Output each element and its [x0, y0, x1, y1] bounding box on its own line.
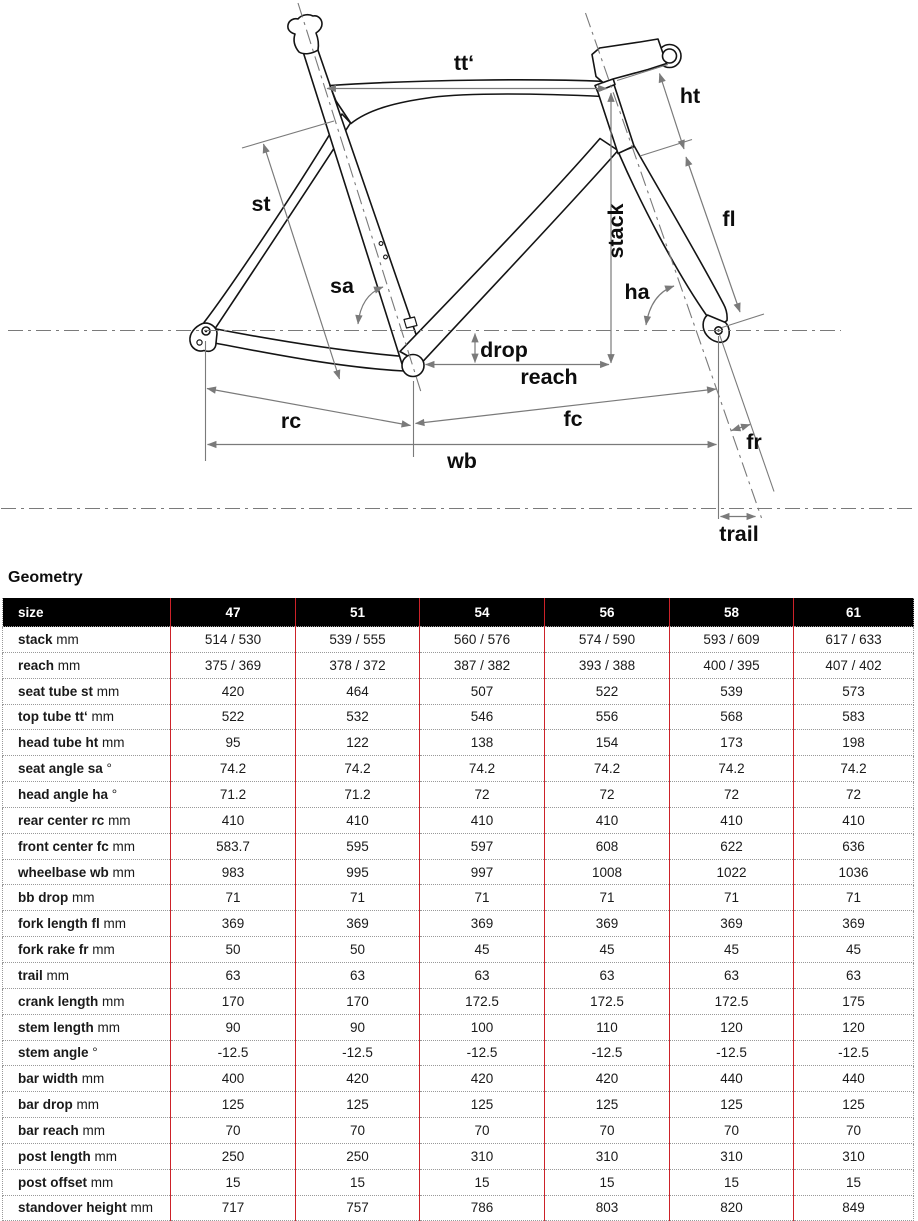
value-cell: 595	[296, 833, 420, 859]
row-name: standover height	[18, 1200, 127, 1216]
value-cell: 997	[420, 859, 545, 885]
row-name: head tube ht	[18, 735, 99, 751]
label-wheelbase: wb	[447, 449, 477, 473]
row-unit: mm	[88, 942, 115, 958]
value-cell: 74.2	[545, 756, 670, 782]
row-label	[3, 1066, 171, 1092]
value-cell: 369	[296, 911, 420, 937]
value-cell: 198	[794, 730, 914, 756]
table-row	[3, 1066, 914, 1092]
value-cell: 95	[171, 730, 296, 756]
value-cell: 560 / 576	[420, 627, 545, 653]
value-cell: 110	[545, 1014, 670, 1040]
value-cell: 71	[670, 885, 794, 911]
value-cell: 608	[545, 833, 670, 859]
table-row	[3, 627, 914, 653]
value-cell: 583	[794, 704, 914, 730]
row-name: fork rake fr	[18, 942, 89, 958]
row-unit: mm	[42, 967, 70, 983]
value-cell: 539 / 555	[296, 627, 420, 653]
value-cell: 72	[794, 782, 914, 808]
value-cell: 250	[296, 1143, 420, 1169]
value-cell: 70	[171, 1118, 296, 1144]
value-cell: 71.2	[171, 782, 296, 808]
label-front-center: fc	[563, 407, 583, 431]
row-unit: mm	[72, 1097, 100, 1113]
table-row	[3, 988, 914, 1014]
table-row	[3, 885, 914, 911]
bottom-bracket	[402, 355, 424, 377]
row-label	[3, 859, 171, 885]
row-name: post length	[18, 1148, 91, 1164]
value-cell: 125	[171, 1092, 296, 1118]
value-cell: 100	[420, 1014, 545, 1040]
row-label	[3, 937, 171, 963]
row-label	[3, 1195, 171, 1221]
extension-lines	[206, 65, 775, 520]
value-cell: 74.2	[794, 756, 914, 782]
row-label	[3, 782, 171, 808]
table-row	[3, 1040, 914, 1066]
table-row	[3, 1092, 914, 1118]
size-header-cell: size	[3, 598, 171, 627]
value-cell: -12.5	[794, 1040, 914, 1066]
value-cell: 70	[794, 1118, 914, 1144]
value-cell: 71	[420, 885, 545, 911]
row-name: seat tube st	[18, 683, 94, 699]
label-fork-rake: fr	[746, 430, 762, 454]
value-cell: 574 / 590	[545, 627, 670, 653]
row-unit: mm	[126, 1200, 154, 1216]
value-cell: 72	[670, 782, 794, 808]
handlebar-clamp-inner	[663, 49, 677, 63]
value-cell: 172.5	[670, 988, 794, 1014]
value-cell: 622	[670, 833, 794, 859]
dim-rear-center	[207, 389, 411, 426]
value-cell: 1036	[794, 859, 914, 885]
value-cell: 90	[171, 1014, 296, 1040]
value-cell: 420	[296, 1066, 420, 1092]
row-name: trail	[18, 967, 43, 983]
value-cell: 70	[670, 1118, 794, 1144]
value-cell: 70	[420, 1118, 545, 1144]
value-cell: 173	[670, 730, 794, 756]
row-unit: mm	[68, 890, 95, 906]
value-cell: 50	[296, 937, 420, 963]
row-label	[3, 678, 171, 704]
value-cell: 72	[420, 782, 545, 808]
row-unit: mm	[87, 709, 114, 725]
value-cell: 45	[670, 937, 794, 963]
row-unit: °	[88, 1045, 98, 1061]
down-tube	[400, 139, 618, 364]
row-unit: mm	[52, 631, 79, 647]
value-cell: -12.5	[670, 1040, 794, 1066]
value-cell: 125	[794, 1092, 914, 1118]
bottle-boss-2	[384, 255, 388, 259]
value-cell: 393 / 388	[545, 652, 670, 678]
table-header	[3, 598, 914, 627]
row-unit: mm	[78, 1071, 105, 1087]
value-cell: 440	[670, 1066, 794, 1092]
value-cell: 45	[545, 937, 670, 963]
row-unit: mm	[93, 1019, 121, 1035]
value-cell: 50	[171, 937, 296, 963]
row-label	[3, 756, 171, 782]
row-unit: mm	[99, 916, 126, 932]
value-cell: 410	[171, 807, 296, 833]
value-cell: 410	[670, 807, 794, 833]
value-cell: 593 / 609	[670, 627, 794, 653]
value-cell: 514 / 530	[171, 627, 296, 653]
value-cell: 74.2	[670, 756, 794, 782]
st-top-tick	[242, 121, 334, 148]
label-rear-center: rc	[280, 409, 302, 433]
value-cell: 507	[420, 678, 545, 704]
row-label	[3, 833, 171, 859]
value-cell: 15	[794, 1169, 914, 1195]
value-cell: 983	[171, 859, 296, 885]
row-name: fork length fl	[18, 916, 100, 932]
rake-parallel-line	[720, 335, 775, 492]
value-cell: 375 / 369	[171, 652, 296, 678]
seat-stay	[204, 114, 351, 334]
row-label	[3, 988, 171, 1014]
row-name: bar reach	[18, 1122, 79, 1138]
value-cell: 15	[420, 1169, 545, 1195]
value-cell: 597	[420, 833, 545, 859]
row-name: seat angle sa	[18, 761, 103, 777]
row-label	[3, 730, 171, 756]
value-cell: 369	[794, 911, 914, 937]
table-row	[3, 704, 914, 730]
value-cell: 72	[545, 782, 670, 808]
value-cell: 170	[296, 988, 420, 1014]
value-cell: 617 / 633	[794, 627, 914, 653]
row-name: bar width	[18, 1071, 78, 1087]
row-name: wheelbase wb	[18, 864, 109, 880]
table-row	[3, 937, 914, 963]
table-row	[3, 730, 914, 756]
value-cell: 138	[420, 730, 545, 756]
geometry-table	[2, 598, 914, 1221]
front-derailleur-tab	[404, 317, 417, 328]
row-unit: mm	[108, 864, 136, 880]
value-cell: 15	[670, 1169, 794, 1195]
value-cell: 369	[545, 911, 670, 937]
value-cell: 71	[545, 885, 670, 911]
value-cell: 407 / 402	[794, 652, 914, 678]
value-cell: 786	[420, 1195, 545, 1221]
row-label	[3, 627, 171, 653]
row-unit: °	[108, 786, 118, 802]
value-cell: 410	[545, 807, 670, 833]
value-cell: 556	[545, 704, 670, 730]
row-unit: mm	[78, 1122, 106, 1138]
value-cell: -12.5	[296, 1040, 420, 1066]
chain-stay	[204, 328, 405, 372]
value-cell: 717	[171, 1195, 296, 1221]
row-unit: mm	[104, 812, 131, 828]
row-label	[3, 1040, 171, 1066]
value-cell: 369	[670, 911, 794, 937]
row-label	[3, 1118, 171, 1144]
table-row	[3, 911, 914, 937]
value-cell: 310	[670, 1143, 794, 1169]
row-label	[3, 911, 171, 937]
value-cell: 522	[171, 704, 296, 730]
row-label	[3, 1092, 171, 1118]
row-name: bar drop	[18, 1097, 73, 1113]
value-cell: -12.5	[171, 1040, 296, 1066]
value-cell: 15	[296, 1169, 420, 1195]
value-cell: 74.2	[420, 756, 545, 782]
value-cell: 636	[794, 833, 914, 859]
value-cell: 71	[171, 885, 296, 911]
value-cell: 440	[794, 1066, 914, 1092]
value-cell: 757	[296, 1195, 420, 1221]
stem-body	[592, 39, 667, 83]
value-cell: 74.2	[171, 756, 296, 782]
row-unit: mm	[98, 735, 125, 751]
label-trail: trail	[719, 522, 759, 546]
arc-head-angle	[646, 286, 674, 325]
row-unit: °	[102, 761, 112, 777]
value-cell: 369	[171, 911, 296, 937]
value-cell: 464	[296, 678, 420, 704]
table-row	[3, 833, 914, 859]
seat-tube-axis	[298, 3, 421, 392]
header-row	[3, 598, 914, 627]
value-cell: 74.2	[296, 756, 420, 782]
column-header: 51	[296, 598, 420, 627]
row-name: rear center rc	[18, 812, 105, 828]
table-row	[3, 1014, 914, 1040]
row-label	[3, 1014, 171, 1040]
table-row	[3, 652, 914, 678]
value-cell: 70	[545, 1118, 670, 1144]
value-cell: 90	[296, 1014, 420, 1040]
row-label	[3, 1143, 171, 1169]
row-name: reach	[18, 657, 55, 673]
row-name: stem length	[18, 1019, 94, 1035]
saddle-clamp-head	[288, 15, 322, 54]
value-cell: 420	[545, 1066, 670, 1092]
row-label	[3, 885, 171, 911]
value-cell: 45	[794, 937, 914, 963]
label-drop: drop	[480, 338, 528, 362]
value-cell: 45	[420, 937, 545, 963]
row-name: head angle ha	[18, 786, 109, 802]
column-header: 58	[670, 598, 794, 627]
value-cell: 532	[296, 704, 420, 730]
value-cell: 63	[670, 962, 794, 988]
column-header: 56	[545, 598, 670, 627]
value-cell: 310	[794, 1143, 914, 1169]
table-row	[3, 1195, 914, 1221]
value-cell: 63	[545, 962, 670, 988]
value-cell: 546	[420, 704, 545, 730]
label-top-tube: tt‘	[453, 51, 475, 75]
row-name: post offset	[18, 1174, 87, 1190]
value-cell: 170	[171, 988, 296, 1014]
row-unit: mm	[98, 993, 125, 1009]
table-row	[3, 1143, 914, 1169]
row-unit: mm	[90, 1148, 117, 1164]
value-cell: 15	[545, 1169, 670, 1195]
row-label	[3, 962, 171, 988]
label-seat-tube: st	[251, 192, 271, 216]
top-tube	[330, 80, 605, 124]
fl-bottom-tick	[722, 314, 764, 328]
value-cell: -12.5	[420, 1040, 545, 1066]
value-cell: 995	[296, 859, 420, 885]
value-cell: 849	[794, 1195, 914, 1221]
value-cell: 820	[670, 1195, 794, 1221]
column-header: 61	[794, 598, 914, 627]
value-cell: 250	[171, 1143, 296, 1169]
value-cell: 410	[794, 807, 914, 833]
value-cell: 369	[420, 911, 545, 937]
row-label	[3, 704, 171, 730]
value-cell: 63	[794, 962, 914, 988]
label-stack: stack	[604, 203, 628, 259]
value-cell: 71	[296, 885, 420, 911]
value-cell: 410	[420, 807, 545, 833]
value-cell: 568	[670, 704, 794, 730]
row-unit: mm	[93, 683, 120, 699]
value-cell: -12.5	[545, 1040, 670, 1066]
table-body	[3, 627, 914, 1221]
label-head-tube: ht	[679, 84, 701, 108]
table-row	[3, 756, 914, 782]
table-row	[3, 1169, 914, 1195]
value-cell: 539	[670, 678, 794, 704]
table-row	[3, 807, 914, 833]
value-cell: 172.5	[545, 988, 670, 1014]
value-cell: 125	[296, 1092, 420, 1118]
value-cell: 63	[420, 962, 545, 988]
row-unit: mm	[54, 657, 81, 673]
value-cell: 125	[545, 1092, 670, 1118]
table-row	[3, 678, 914, 704]
row-name: stem angle	[18, 1045, 89, 1061]
derailleur-hanger-hole	[197, 340, 202, 345]
value-cell: 70	[296, 1118, 420, 1144]
value-cell: 410	[296, 807, 420, 833]
value-cell: 400 / 395	[670, 652, 794, 678]
row-name: top tube tt‘	[18, 709, 88, 725]
row-name: stack	[18, 631, 53, 647]
bottle-boss-1	[379, 242, 383, 246]
value-cell: 583.7	[171, 833, 296, 859]
label-reach: reach	[520, 365, 578, 389]
column-header: 54	[420, 598, 545, 627]
value-cell: 387 / 382	[420, 652, 545, 678]
value-cell: 175	[794, 988, 914, 1014]
value-cell: 522	[545, 678, 670, 704]
value-cell: 15	[171, 1169, 296, 1195]
value-cell: 573	[794, 678, 914, 704]
table-row	[3, 782, 914, 808]
value-cell: 172.5	[420, 988, 545, 1014]
value-cell: 125	[670, 1092, 794, 1118]
table-row	[3, 962, 914, 988]
label-fork-length: fl	[722, 207, 736, 231]
label-head-angle: ha	[624, 280, 650, 304]
value-cell: 400	[171, 1066, 296, 1092]
row-name: front center fc	[18, 838, 109, 854]
column-header: 47	[171, 598, 296, 627]
row-name: bb drop	[18, 890, 69, 906]
bike-geometry-diagram	[0, 0, 918, 558]
row-label	[3, 807, 171, 833]
row-label	[3, 652, 171, 678]
row-name: crank length	[18, 993, 99, 1009]
value-cell: 71.2	[296, 782, 420, 808]
row-label	[3, 1169, 171, 1195]
value-cell: 122	[296, 730, 420, 756]
value-cell: 378 / 372	[296, 652, 420, 678]
value-cell: 63	[296, 962, 420, 988]
value-cell: 1022	[670, 859, 794, 885]
row-unit: mm	[108, 838, 136, 854]
value-cell: 310	[420, 1143, 545, 1169]
value-cell: 420	[171, 678, 296, 704]
value-cell: 1008	[545, 859, 670, 885]
value-cell: 120	[670, 1014, 794, 1040]
value-cell: 71	[794, 885, 914, 911]
value-cell: 420	[420, 1066, 545, 1092]
value-cell: 154	[545, 730, 670, 756]
value-cell: 120	[794, 1014, 914, 1040]
value-cell: 310	[545, 1143, 670, 1169]
table-row	[3, 1118, 914, 1144]
section-title: Geometry	[8, 569, 83, 586]
value-cell: 803	[545, 1195, 670, 1221]
value-cell: 125	[420, 1092, 545, 1118]
value-cell: 63	[171, 962, 296, 988]
label-seat-angle: sa	[330, 274, 354, 298]
row-unit: mm	[87, 1174, 114, 1190]
table-row	[3, 859, 914, 885]
